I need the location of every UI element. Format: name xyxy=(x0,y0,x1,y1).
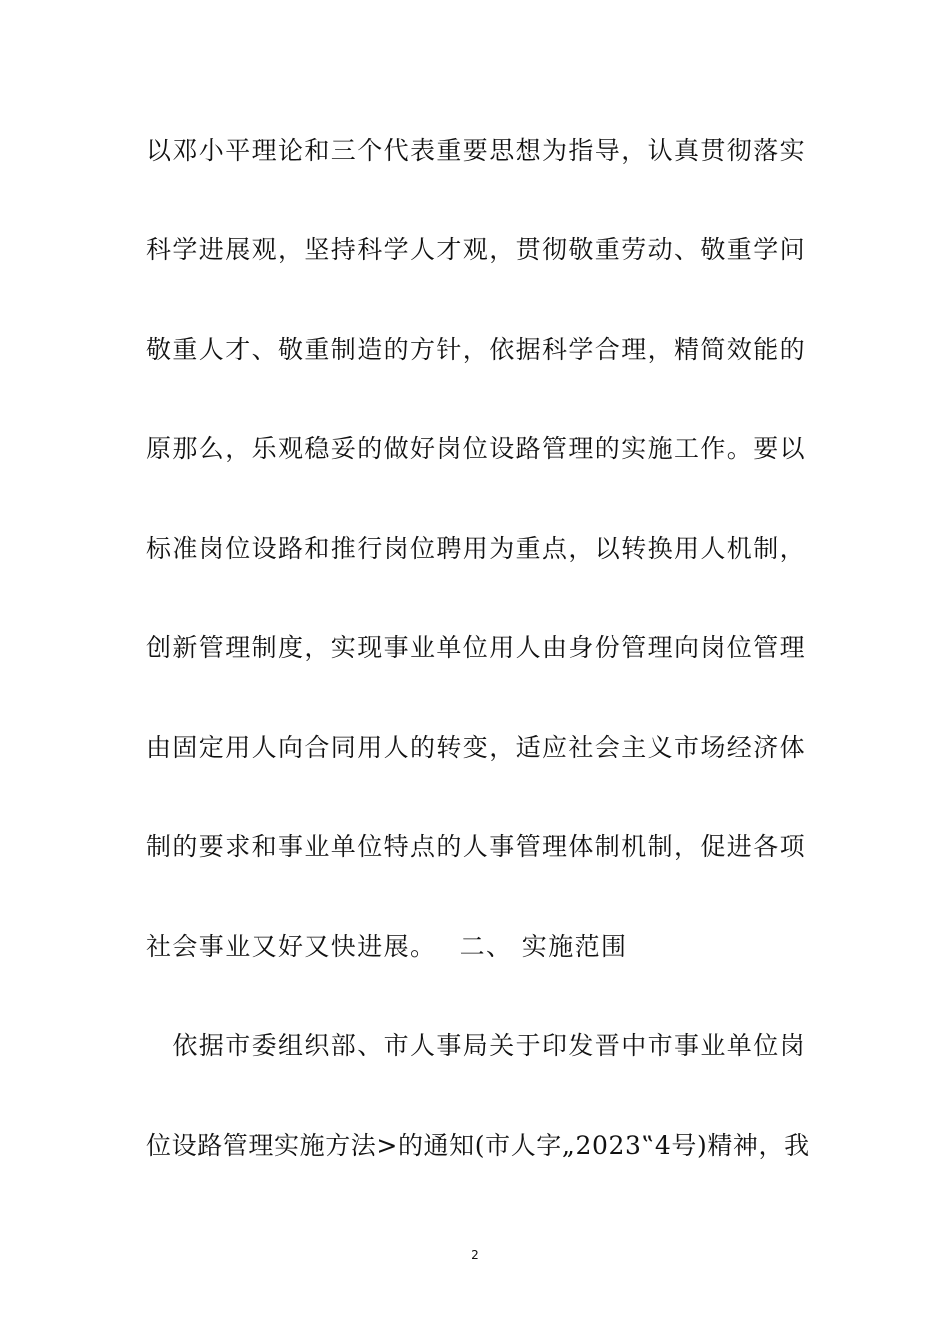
page-number: 2 xyxy=(471,1248,479,1262)
text-line-2: 科学进展观，坚持科学人才观，贯彻敬重劳动、敬重学问 xyxy=(146,235,807,264)
text-line-5: 标准岗位设路和推行岗位聘用为重点，以转换用人机制， xyxy=(146,534,807,563)
text-line-11: 位设路管理实施方法>的通知(市人字„2023‟4号)精神，我 xyxy=(146,1131,810,1160)
text-line-7: 由固定用人向合同用人的转变，适应社会主义市场经济体 xyxy=(146,733,807,762)
text-line-4: 原那么，乐观稳妥的做好岗位设路管理的实施工作。要以 xyxy=(146,434,807,463)
text-line-10: 依据市委组织部、市人事局关于印发晋中市事业单位岗 xyxy=(146,1031,807,1060)
text-line-6: 创新管理制度，实现事业单位用人由身份管理向岗位管理 xyxy=(146,633,807,662)
text-line-1: 以邓小平理论和三个代表重要思想为指导，认真贯彻落实 xyxy=(146,136,807,165)
text-line-3: 敬重人才、敬重制造的方针，依据科学合理，精简效能的 xyxy=(146,335,807,364)
text-line-9-section-heading: 社会事业又好又快进展。 二、 实施范围 xyxy=(146,932,628,961)
text-line-8: 制的要求和事业单位特点的人事管理体制机制，促进各项 xyxy=(146,832,807,861)
